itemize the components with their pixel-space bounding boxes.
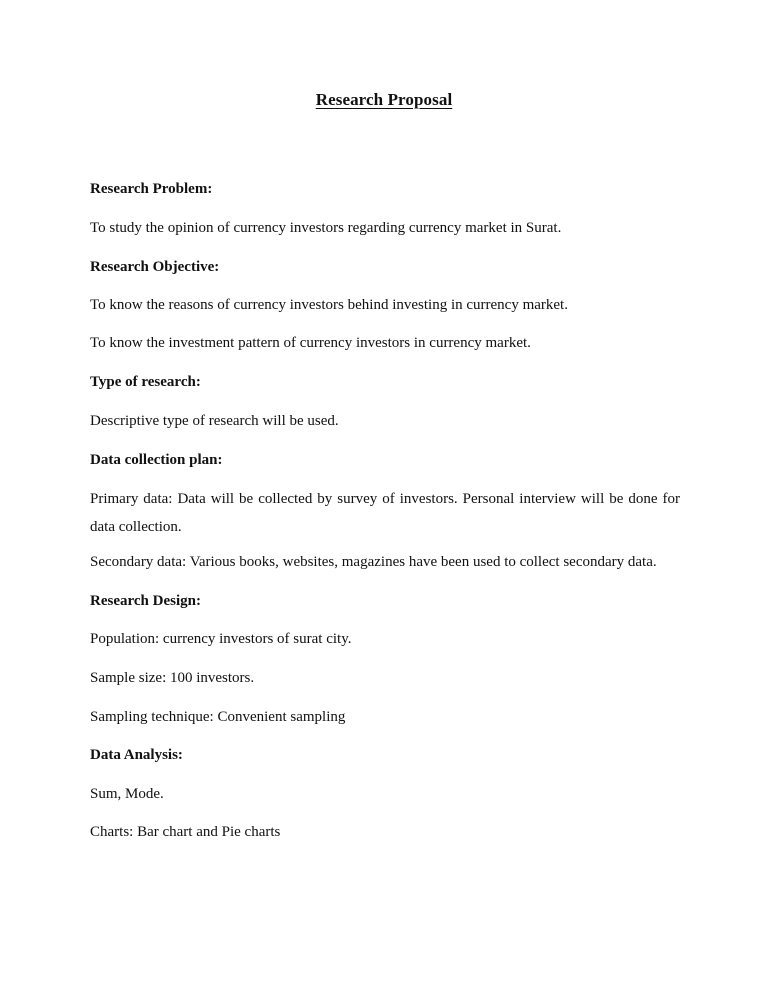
type-of-research-text: Descriptive type of research will be used. <box>90 413 339 429</box>
research-design-item: Sample size: 100 investors. <box>90 670 255 686</box>
research-objective-item: To know the reasons of currency investors behind investing in currency market. <box>90 297 568 313</box>
data-analysis-item: Charts: Bar chart and Pie charts <box>90 824 281 840</box>
research-design-item: Sampling technique: Convenient sampling <box>90 709 346 725</box>
research-problem-text: To study the opinion of currency investors regarding currency market in Surat. <box>90 220 562 236</box>
data-analysis-item: Sum, Mode. <box>90 786 164 802</box>
primary-data-paragraph: Primary data: Data will be collected by survey of investors. Personal interview will be done for data collection. <box>90 491 680 535</box>
research-objective-item: To know the investment pattern of currency investors in currency market. <box>90 335 531 351</box>
type-of-research-heading: Type of research: <box>90 374 201 390</box>
document-title: Research Proposal <box>315 90 453 109</box>
data-collection-plan-heading: Data collection plan: <box>90 452 223 468</box>
research-design-item: Population: currency investors of surat city. <box>90 631 352 647</box>
research-problem-heading: Research Problem: <box>90 181 213 197</box>
data-analysis-heading: Data Analysis: <box>90 747 183 763</box>
secondary-data-paragraph: Secondary data: Various books, websites, magazines have been used to collect secondary data. <box>90 554 657 570</box>
research-design-heading: Research Design: <box>90 593 201 609</box>
research-objective-heading: Research Objective: <box>90 259 220 275</box>
